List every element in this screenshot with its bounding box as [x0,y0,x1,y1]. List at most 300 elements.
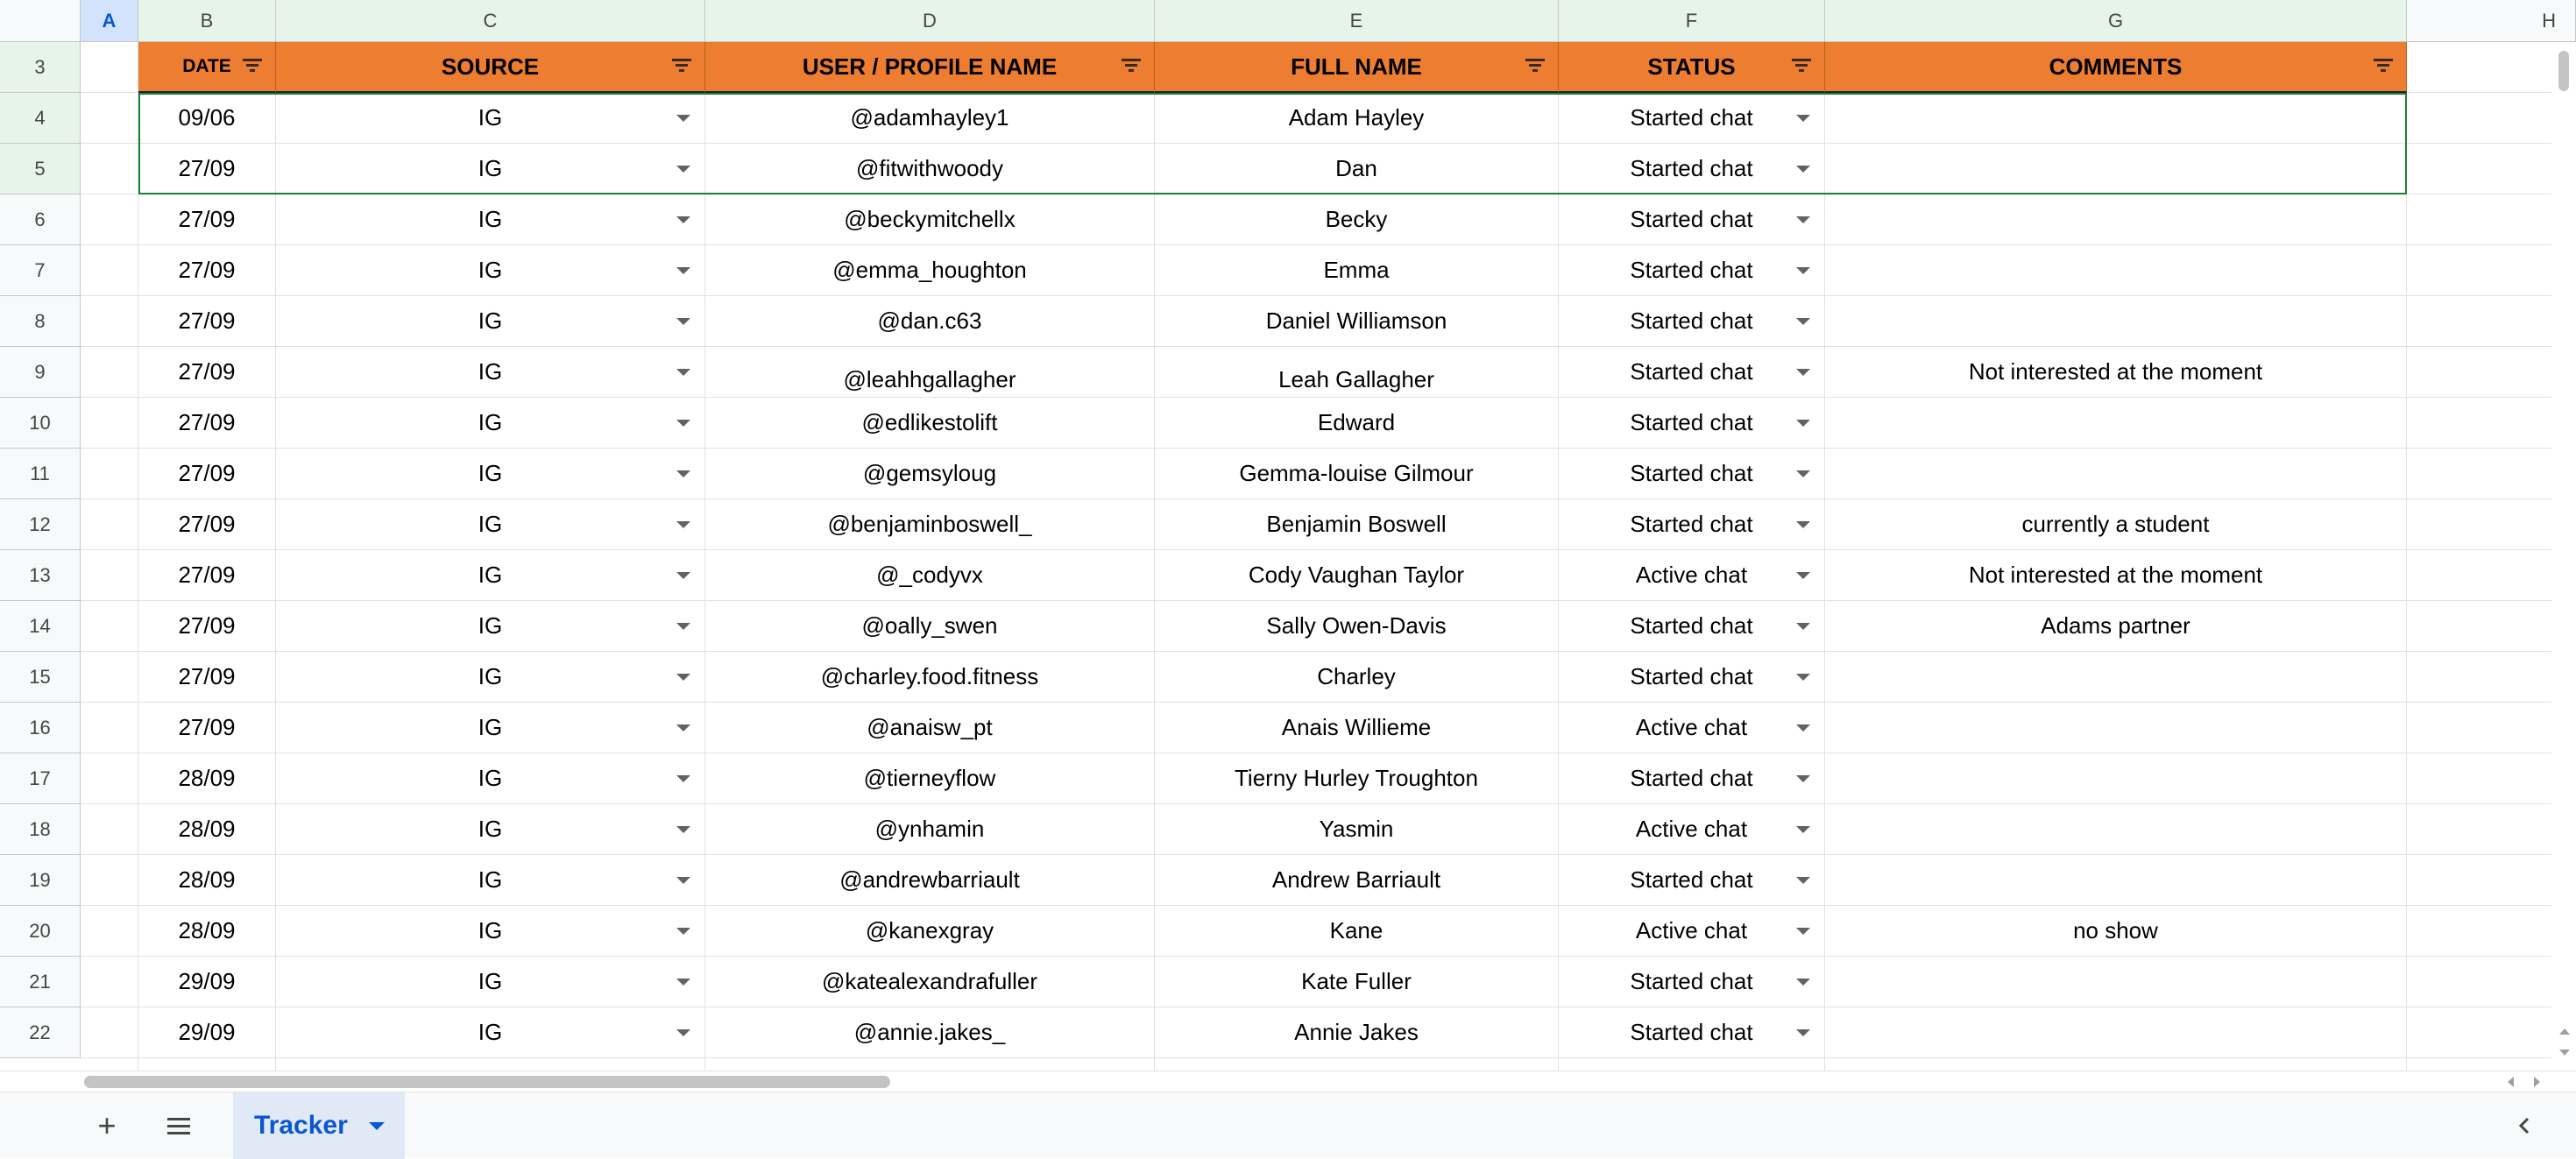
column-header-e[interactable]: E [1155,0,1559,42]
full-name-cell[interactable] [1155,753,1559,804]
chevron-down-icon[interactable] [676,115,690,122]
date-cell[interactable] [138,347,276,398]
source-dropdown[interactable] [276,906,705,957]
row-header-10[interactable]: 10 [0,398,81,449]
chevron-down-icon[interactable] [676,318,690,325]
comment-cell-text: currently a student [2021,511,2210,537]
status-dropdown[interactable] [1559,347,1825,398]
header-status[interactable] [1559,42,1825,93]
row-header-21[interactable]: 21 [0,957,81,1007]
row-header-7[interactable]: 7 [0,245,81,296]
all-sheets-button[interactable] [158,1105,200,1147]
chevron-down-icon[interactable] [1796,420,1810,427]
chevron-down-icon[interactable] [676,724,690,731]
chevron-down-icon[interactable] [1796,623,1810,630]
filter-icon[interactable] [2373,59,2394,74]
column-header-d[interactable]: D [705,0,1155,42]
date-cell-text: 28/09 [178,765,236,791]
username-cell-text: @beckymitchellx [844,206,1016,232]
chevron-down-icon[interactable] [676,623,690,630]
full-name-cell[interactable] [1155,906,1559,957]
source-dropdown-text: IG [478,917,503,943]
username-cell[interactable] [705,703,1155,753]
date-cell[interactable] [138,703,276,753]
source-dropdown[interactable] [276,753,705,804]
full-name-cell[interactable] [1155,296,1559,347]
status-dropdown-text: Active chat [1635,816,1748,842]
chevron-down-icon[interactable] [676,1029,690,1036]
chevron-down-icon[interactable] [676,166,690,173]
header-user-text: USER / PROFILE NAME [802,53,1058,80]
chevron-down-icon[interactable] [1796,572,1810,579]
full-name-cell[interactable] [1155,703,1559,753]
comment-cell[interactable] [1825,194,2407,245]
header-date-text: DATE [182,56,231,76]
status-dropdown[interactable] [1559,753,1825,804]
chevron-down-icon[interactable] [676,826,690,833]
row-header-16[interactable]: 16 [0,703,81,753]
source-dropdown[interactable] [276,855,705,906]
comment-cell-text: no show [2073,917,2158,943]
full-name-cell-text: Becky [1325,206,1388,232]
comment-cell[interactable] [1825,144,2407,194]
scroll-down-arrow[interactable] [2559,1049,2570,1056]
chevron-down-icon[interactable] [1796,674,1810,681]
username-cell-text: @oally_swen [861,612,998,639]
cell-partial-row[interactable] [1155,1058,1559,1071]
username-cell[interactable] [705,906,1155,957]
cell-partial-row[interactable] [1559,1058,1825,1071]
status-dropdown-text: Active chat [1635,917,1748,943]
column-header-a[interactable]: A [81,0,138,42]
date-cell[interactable] [138,550,276,601]
column-header-b[interactable]: B [138,0,276,42]
username-cell[interactable] [705,398,1155,449]
full-name-cell-text: Andrew Barriault [1271,866,1441,893]
source-dropdown[interactable] [276,296,705,347]
chevron-down-icon[interactable] [1796,318,1810,325]
full-name-cell[interactable] [1155,1007,1559,1058]
full-name-cell-text: Cody Vaughan Taylor [1248,562,1465,588]
status-dropdown[interactable] [1559,398,1825,449]
column-header-f[interactable]: F [1559,0,1825,42]
username-cell[interactable] [705,449,1155,499]
header-full-name[interactable] [1155,42,1559,93]
status-dropdown[interactable] [1559,550,1825,601]
date-cell[interactable] [138,957,276,1007]
full-name-cell[interactable] [1155,93,1559,144]
status-dropdown-text: Started chat [1630,1019,1753,1045]
date-cell[interactable] [138,601,276,652]
username-cell-text: @ynhamin [874,816,985,842]
username-cell[interactable] [705,855,1155,906]
chevron-down-icon[interactable] [1796,1029,1810,1036]
source-dropdown[interactable] [276,245,705,296]
row-header-22[interactable]: 22 [0,1007,81,1058]
username-cell[interactable] [705,93,1155,144]
row-header-14[interactable]: 14 [0,601,81,652]
full-name-cell[interactable] [1155,957,1559,1007]
full-name-cell[interactable] [1155,347,1559,398]
source-dropdown-text: IG [478,358,503,385]
row-header-4[interactable]: 4 [0,93,81,144]
status-dropdown[interactable] [1559,144,1825,194]
username-cell-text: @annie.jakes_ [853,1019,1006,1045]
cell-partial-row[interactable] [705,1058,1155,1071]
full-name-cell-text: Gemma-louise Gilmour [1239,460,1474,486]
source-dropdown[interactable] [276,499,705,550]
status-dropdown[interactable] [1559,93,1825,144]
cell-partial-row[interactable] [138,1058,276,1071]
vertical-scrollbar[interactable] [2551,42,2576,1071]
comment-cell[interactable] [1825,245,2407,296]
full-name-cell[interactable] [1155,804,1559,855]
chevron-down-icon[interactable] [1796,826,1810,833]
username-cell-text: @_codyvx [876,562,983,588]
status-dropdown-text: Active chat [1635,562,1748,588]
date-cell[interactable] [138,144,276,194]
chevron-down-icon[interactable] [369,1122,385,1130]
filter-icon[interactable] [671,59,692,74]
add-sheet-button[interactable] [86,1105,128,1147]
chevron-down-icon[interactable] [1796,877,1810,884]
header-source[interactable] [276,42,705,93]
username-cell-text: @fitwithwoody [855,155,1003,181]
comment-cell[interactable] [1825,449,2407,499]
full-name-cell[interactable] [1155,245,1559,296]
chevron-down-icon[interactable] [1796,115,1810,122]
chevron-down-icon[interactable] [676,775,690,782]
horizontal-scroll-thumb[interactable] [84,1076,890,1088]
sheet-tab-label: Tracker [254,1111,348,1140]
comment-cell[interactable] [1825,601,2407,652]
chevron-down-icon[interactable] [1796,267,1810,274]
scroll-left-arrow[interactable] [2508,1077,2514,1087]
full-name-cell[interactable] [1155,652,1559,703]
date-cell-text: 28/09 [178,866,236,893]
username-cell-text: @charley.food.fitness [820,663,1039,689]
date-cell-text: 27/09 [178,714,236,740]
cell-a13[interactable] [81,550,138,601]
chevron-down-icon[interactable] [1796,369,1810,376]
date-cell[interactable] [138,906,276,957]
username-cell[interactable] [705,245,1155,296]
chevron-down-icon[interactable] [676,572,690,579]
date-cell[interactable] [138,194,276,245]
username-cell[interactable] [705,753,1155,804]
row-header-8[interactable]: 8 [0,296,81,347]
username-cell[interactable] [705,550,1155,601]
row-header-15[interactable]: 15 [0,652,81,703]
chevron-down-icon[interactable] [676,877,690,884]
username-cell[interactable] [705,296,1155,347]
chevron-down-icon[interactable] [1796,216,1810,223]
comment-cell[interactable] [1825,347,2407,398]
source-dropdown[interactable] [276,652,705,703]
comment-cell[interactable] [1825,296,2407,347]
select-all-corner[interactable] [0,0,81,42]
status-dropdown[interactable] [1559,194,1825,245]
username-cell-text: @adamhayley1 [850,104,1009,131]
date-cell[interactable] [138,449,276,499]
cell-a10[interactable] [81,398,138,449]
source-dropdown-text: IG [478,765,503,791]
chevron-down-icon[interactable] [676,979,690,986]
date-cell[interactable] [138,652,276,703]
username-cell-text: @tierneyflow [863,765,996,791]
date-cell[interactable] [138,499,276,550]
date-cell-text: 27/09 [178,460,236,486]
full-name-cell-text: Kane [1329,917,1384,943]
full-name-cell[interactable] [1155,398,1559,449]
username-cell[interactable] [705,499,1155,550]
status-dropdown[interactable] [1559,855,1825,906]
chevron-down-icon[interactable] [676,674,690,681]
status-dropdown[interactable] [1559,703,1825,753]
chevron-left-icon[interactable] [2513,1112,2536,1140]
header-full-name-text: FULL NAME [1291,53,1422,80]
source-dropdown[interactable] [276,957,705,1007]
cell-partial-row[interactable] [1825,1058,2407,1071]
date-cell-text: 27/09 [178,206,236,232]
username-cell[interactable] [705,194,1155,245]
comment-cell[interactable] [1825,703,2407,753]
date-cell[interactable] [138,296,276,347]
source-dropdown[interactable] [276,144,705,194]
date-cell[interactable] [138,1007,276,1058]
comment-cell-text: Not interested at the moment [1968,358,2263,385]
comment-cell[interactable] [1825,804,2407,855]
date-cell[interactable] [138,245,276,296]
status-dropdown[interactable] [1559,804,1825,855]
cell-a6[interactable] [81,194,138,245]
cell-partial-row[interactable] [276,1058,705,1071]
filter-icon[interactable] [242,59,263,74]
comment-cell[interactable] [1825,906,2407,957]
header-date[interactable] [138,42,276,93]
scroll-right-arrow[interactable] [2534,1077,2540,1087]
status-dropdown[interactable] [1559,245,1825,296]
source-dropdown[interactable] [276,449,705,499]
row-header-11[interactable]: 11 [0,449,81,499]
source-dropdown[interactable] [276,93,705,144]
chevron-down-icon[interactable] [1796,775,1810,782]
comment-cell[interactable] [1825,398,2407,449]
chevron-down-icon[interactable] [676,216,690,223]
source-dropdown-text: IG [478,714,503,740]
date-cell-text: 27/09 [178,562,236,588]
full-name-cell-text: Annie Jakes [1294,1019,1419,1045]
source-dropdown[interactable] [276,804,705,855]
cell-a11[interactable] [81,449,138,499]
status-dropdown[interactable] [1559,449,1825,499]
status-dropdown-text: Active chat [1635,714,1748,740]
source-dropdown-text: IG [478,612,503,639]
full-name-cell-text: Daniel Williamson [1265,307,1447,334]
date-cell-text: 28/09 [178,816,236,842]
comment-cell-text: Adams partner [2041,612,2190,639]
date-cell[interactable] [138,855,276,906]
row-header-9[interactable]: 9 [0,347,81,398]
cell-a12[interactable] [81,499,138,550]
comment-cell[interactable] [1825,753,2407,804]
row-header-20[interactable]: 20 [0,906,81,957]
cell-a15[interactable] [81,652,138,703]
row-header-12[interactable]: 12 [0,499,81,550]
date-cell[interactable] [138,804,276,855]
status-dropdown-text: Started chat [1630,612,1753,639]
cell-a7[interactable] [81,245,138,296]
vertical-scroll-thumb[interactable] [2558,51,2569,91]
cell-a5[interactable] [81,144,138,194]
column-header-h[interactable]: H [2407,0,2576,42]
source-dropdown[interactable] [276,194,705,245]
username-cell-text: @dan.c63 [877,307,982,334]
status-dropdown[interactable] [1559,296,1825,347]
date-cell-text: 09/06 [178,104,236,131]
full-name-cell-text: Yasmin [1319,816,1394,842]
horizontal-scrollbar[interactable] [0,1071,2576,1092]
status-dropdown[interactable] [1559,601,1825,652]
comment-cell[interactable] [1825,499,2407,550]
cell-a16[interactable] [81,703,138,753]
scroll-up-arrow[interactable] [2559,1028,2570,1035]
username-cell-text: @emma_houghton [832,257,1027,283]
source-dropdown[interactable] [276,1007,705,1058]
filter-icon[interactable] [1525,59,1546,74]
full-name-cell[interactable] [1155,550,1559,601]
full-name-cell-text: Anais Willieme [1281,714,1432,740]
chevron-down-icon[interactable] [676,521,690,528]
chevron-down-icon[interactable] [1796,928,1810,935]
column-header-row [0,0,2576,42]
username-cell[interactable] [705,347,1155,398]
source-dropdown-text: IG [478,1019,503,1045]
full-name-cell[interactable] [1155,855,1559,906]
source-dropdown[interactable] [276,347,705,398]
full-name-cell-text: Tierny Hurley Troughton [1235,765,1478,791]
username-cell[interactable] [705,1007,1155,1058]
source-dropdown[interactable] [276,550,705,601]
cell-a18[interactable] [81,804,138,855]
filter-icon[interactable] [1121,59,1142,74]
username-cell[interactable] [705,804,1155,855]
source-dropdown[interactable] [276,398,705,449]
status-dropdown[interactable] [1559,652,1825,703]
full-name-cell-text: Charley [1317,663,1396,689]
date-cell[interactable] [138,753,276,804]
row-header-19[interactable]: 19 [0,855,81,906]
comment-cell[interactable] [1825,1007,2407,1058]
column-header-c[interactable]: C [276,0,705,42]
status-dropdown[interactable] [1559,957,1825,1007]
full-name-cell-text: Emma [1323,257,1390,283]
status-dropdown[interactable] [1559,1007,1825,1058]
header-comments-text: COMMENTS [2049,53,2183,80]
status-dropdown-text: Started chat [1630,307,1753,334]
sheet-tab-tracker[interactable] [233,1092,405,1159]
row-header-18[interactable]: 18 [0,804,81,855]
chevron-down-icon[interactable] [1796,724,1810,731]
header-source-text: SOURCE [441,53,540,80]
cell-a8[interactable] [81,296,138,347]
source-dropdown[interactable] [276,703,705,753]
username-cell[interactable] [705,652,1155,703]
full-name-cell[interactable] [1155,601,1559,652]
date-cell-text: 29/09 [178,968,236,994]
cell-a22[interactable] [81,1007,138,1058]
chevron-down-icon[interactable] [676,369,690,376]
date-cell-text: 27/09 [178,257,236,283]
row-header-13[interactable]: 13 [0,550,81,601]
status-dropdown-text: Started chat [1630,968,1753,994]
chevron-down-icon[interactable] [1796,470,1810,477]
username-cell[interactable] [705,144,1155,194]
username-cell-text: @leahhgallagher [843,366,1016,392]
row-header-5[interactable]: 5 [0,144,81,194]
cell-a9[interactable] [81,347,138,398]
full-name-cell[interactable] [1155,144,1559,194]
full-name-cell[interactable] [1155,194,1559,245]
row-header-3[interactable]: 3 [0,42,81,93]
date-cell-text: 27/09 [178,155,236,181]
chevron-down-icon[interactable] [676,470,690,477]
row-header-17[interactable]: 17 [0,753,81,804]
cell-partial-row[interactable] [81,1058,138,1071]
username-cell-text: @anaisw_pt [867,714,993,740]
chevron-down-icon[interactable] [676,928,690,935]
chevron-down-icon[interactable] [1796,166,1810,173]
full-name-cell[interactable] [1155,449,1559,499]
cell-a20[interactable] [81,906,138,957]
status-dropdown[interactable] [1559,499,1825,550]
source-dropdown-text: IG [478,663,503,689]
status-dropdown-text: Started chat [1630,663,1753,689]
status-dropdown[interactable] [1559,906,1825,957]
cell-a14[interactable] [81,601,138,652]
comment-cell[interactable] [1825,855,2407,906]
comment-cell[interactable] [1825,93,2407,144]
source-dropdown[interactable] [276,601,705,652]
comment-cell[interactable] [1825,957,2407,1007]
username-cell-text: @andrewbarriault [839,866,1020,893]
date-cell-text: 27/09 [178,307,236,334]
chevron-down-icon[interactable] [676,420,690,427]
filter-icon[interactable] [1791,59,1812,74]
username-cell[interactable] [705,601,1155,652]
comment-cell[interactable] [1825,550,2407,601]
date-cell[interactable] [138,93,276,144]
cell-a3[interactable] [81,42,138,93]
cell-a19[interactable] [81,855,138,906]
cell-a4[interactable] [81,93,138,144]
username-cell[interactable] [705,957,1155,1007]
chevron-down-icon[interactable] [676,267,690,274]
date-cell[interactable] [138,398,276,449]
comment-cell[interactable] [1825,652,2407,703]
full-name-cell[interactable] [1155,499,1559,550]
column-header-g[interactable]: G [1825,0,2407,42]
chevron-down-icon[interactable] [1796,521,1810,528]
header-user[interactable] [705,42,1155,93]
source-dropdown-text: IG [478,460,503,486]
cell-a17[interactable] [81,753,138,804]
chevron-down-icon[interactable] [1796,979,1810,986]
cell-a21[interactable] [81,957,138,1007]
full-name-cell-text: Kate Fuller [1301,968,1412,994]
header-comments[interactable] [1825,42,2407,93]
row-header-6[interactable]: 6 [0,194,81,245]
